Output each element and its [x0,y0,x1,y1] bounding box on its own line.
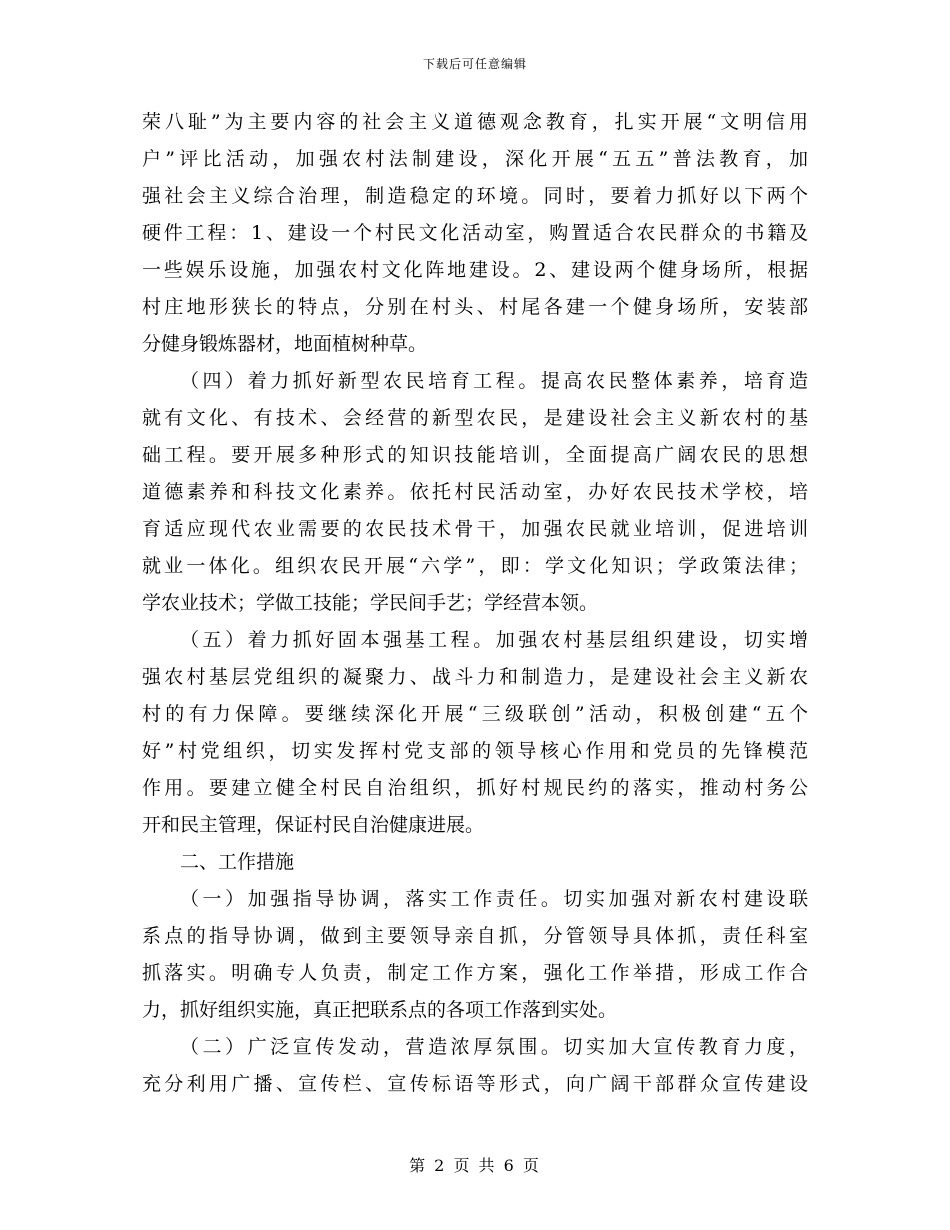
text-line: 道德素养和科技文化素养。依托村民活动室，办好农民技术学校，培 [142,481,808,503]
paragraph-heading-line: （二）广泛宣传发动，营造浓厚氛围。切实加大宣传教育力度， [180,1036,808,1058]
text-line: 村庄地形狭长的特点，分别在村头、村尾各建一个健身场所，安装部 [142,296,808,318]
text-line: 就有文化、有技术、会经营的新型农民，是建设社会主义新农村的基 [142,407,808,429]
text-line: 系点的指导协调，做到主要领导亲自抓，分管领导具体抓，责任科室 [142,925,808,947]
paragraph-heading-line: （五）着力抓好固本强基工程。加强农村基层组织建设，切实增 [180,629,808,651]
text-line: 硬件工程：1、建设一个村民文化活动室，购置适合农民群众的书籍及 [142,222,808,244]
text-line: 荣八耻”为主要内容的社会主义道德观念教育，扎实开展“文明信用 [142,111,808,133]
text-line: 强社会主义综合治理，制造稳定的环境。同时，要着力抓好以下两个 [142,185,808,207]
text-line: 抓落实。明确专人负责，制定工作方案，强化工作举措，形成工作合 [142,962,808,984]
text-line: 力，抓好组织实施，真正把联系点的各项工作落到实处。 [142,999,618,1021]
text-line: 分健身锻炼器材，地面植树种草。 [142,333,428,355]
text-line: 充分利用广播、宣传栏、宣传标语等形式，向广阔干部群众宣传建设 [142,1073,808,1095]
paragraph-heading-line: （四）着力抓好新型农民培育工程。提高农民整体素养，培育造 [180,370,808,392]
section-heading: 二、工作措施 [180,851,295,873]
text-line: 作用。要建立健全村民自治组织，抓好村规民约的落实，推动村务公 [142,777,808,799]
page-number: 第 2 页 共 6 页 [409,1156,541,1175]
text-line: 开和民主管理，保证村民自治健康进展。 [142,814,485,836]
paragraph-heading-line: （一）加强指导协调，落实工作责任。切实加强对新农村建设联 [180,888,808,910]
text-line: 强农村基层党组织的凝聚力、战斗力和制造力，是建设社会主义新农 [142,666,808,688]
text-line: 一些娱乐设施，加强农村文化阵地建设。2、建设两个健身场所，根据 [142,259,808,281]
page-header: 下载后可任意编辑 [422,57,527,71]
text-line: 户”评比活动，加强农村法制建设，深化开展“五五”普法教育，加 [142,148,808,170]
text-line: 村的有力保障。要继续深化开展“三级联创”活动，积极创建“五个 [142,703,808,725]
text-line: 就业一体化。组织农民开展“六学”，即：学文化知识；学政策法律； [142,555,808,577]
text-line: 好”村党组织，切实发挥村党支部的领导核心作用和党员的先锋模范 [142,740,808,762]
text-line: 础工程。要开展多种形式的知识技能培训，全面提高广阔农民的思想 [142,444,808,466]
text-line: 育适应现代农业需要的农民技术骨干，加强农民就业培训，促进培训 [142,518,808,540]
text-line: 学农业技术；学做工技能；学民间手艺；学经营本领。 [142,592,599,614]
document-body [142,104,808,1103]
